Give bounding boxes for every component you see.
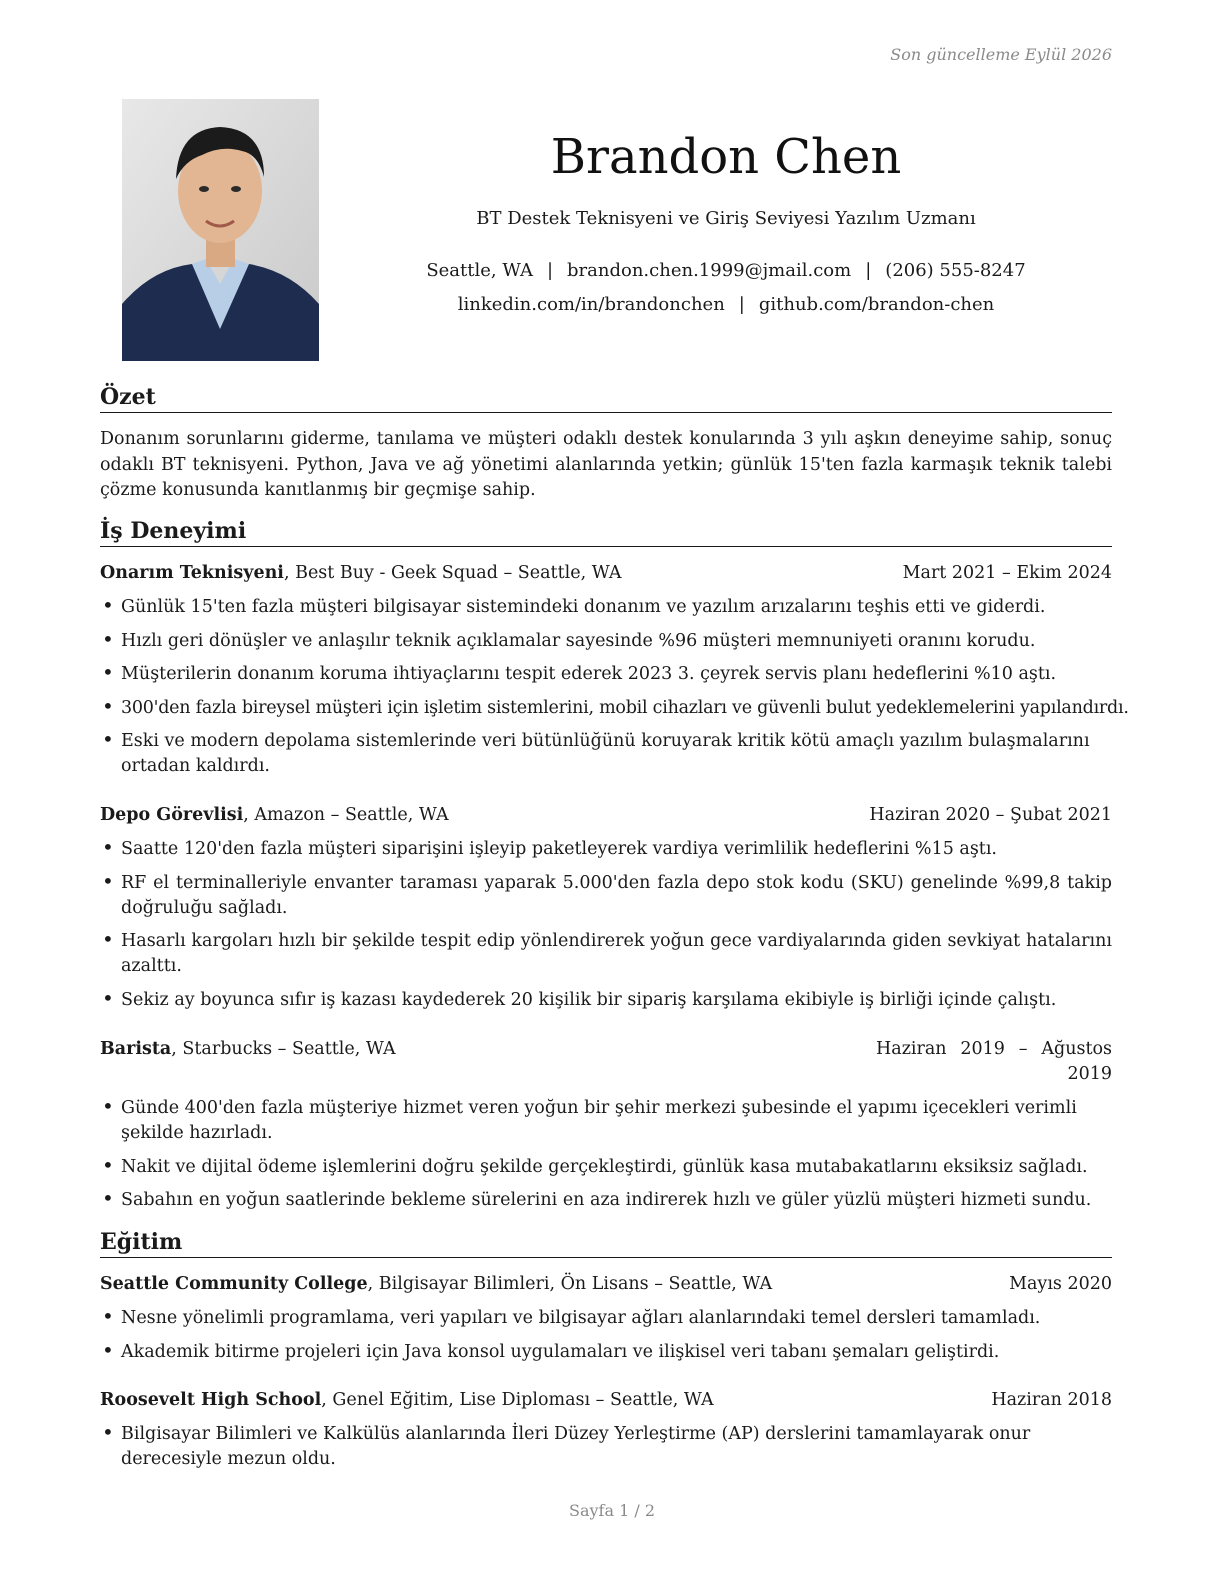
- separator: |: [865, 260, 872, 281]
- list-item: • Hasarlı kargoları hızlı bir şekilde tespit edip yönlendirerek yoğun gece vardiyalarında giden sevkiyat hatalarını azalttı.: [100, 929, 1112, 979]
- job-role: Onarım Teknisyeni: [100, 563, 284, 583]
- list-item: • 300'den fazla bireysel müşteri için işletim sistemlerini, mobil cihazları ve güvenli bulut yedeklemelerini yapılandırdı.: [100, 696, 1112, 721]
- job-bullets: [100, 1096, 1112, 1222]
- list-item: • Nakit ve dijital ödeme işlemlerini doğru şekilde gerçekleştirdi, günlük kasa mutabakatlarını eksiksiz sağladı.: [100, 1155, 1112, 1180]
- school-detail: , Bilgisayar Bilimleri, Ön Lisans – Seattle, WA: [367, 1274, 773, 1294]
- profile-photo: [122, 99, 319, 361]
- phone-number[interactable]: (206) 555-8247: [885, 260, 1026, 281]
- job-bullets: [100, 837, 1112, 1021]
- section-title-education: Eğitim: [100, 1228, 1112, 1258]
- job-role: Barista: [100, 1039, 172, 1059]
- list-item: • RF el terminalleriyle envanter taraması yaparak 5.000'den fazla depo stok kodu (SKU) genelinde %99,8 takip doğruluğu sağladı.: [100, 871, 1112, 921]
- contact-line-1: [340, 258, 1112, 284]
- contact-line-2: [340, 292, 1112, 318]
- job-org: , Amazon – Seattle, WA: [243, 805, 449, 825]
- school-name: Roosevelt High School: [100, 1390, 322, 1410]
- candidate-name: Brandon Chen: [550, 129, 902, 185]
- list-item: • Müşterilerin donanım koruma ihtiyaçlarını tespit ederek 2023 3. çeyrek servis planı hedeflerini %10 aştı.: [100, 662, 1112, 687]
- portrait-image: [122, 99, 319, 361]
- job-date: Haziran 2019 – Ağustos 2019: [876, 1039, 1112, 1084]
- education-header: [100, 1272, 1112, 1297]
- school-date: Haziran 2018: [991, 1390, 1112, 1410]
- job-date: Haziran 2020 – Şubat 2021: [869, 805, 1112, 825]
- list-item: • Sabahın en yoğun saatlerinde bekleme sürelerini en aza indirerek hızlı ve güler yüzlü müşteri hizmeti sundu.: [100, 1188, 1112, 1213]
- job-title: BT Destek Teknisyeni ve Giriş Seviyesi Yazılım Uzmanı: [476, 208, 976, 229]
- list-item: • Günlük 15'ten fazla müşteri bilgisayar sistemindeki donanım ve yazılım arızalarını teşhis etti ve giderdi.: [100, 595, 1112, 620]
- list-item: • Saatte 120'den fazla müşteri siparişini işleyip paketleyerek vardiya verimlilik hedeflerini %15 aştı.: [100, 837, 1112, 862]
- job-header: [100, 1037, 1112, 1084]
- last-updated: Son güncelleme Eylül 2026: [890, 45, 1112, 64]
- school-name: Seattle Community College: [100, 1274, 368, 1294]
- list-item: • Sekiz ay boyunca sıfır iş kazası kaydederek 20 kişilik bir sipariş karşılama ekibiyle iş birliği içinde çalıştı.: [100, 988, 1112, 1013]
- location: Seattle, WA: [426, 260, 533, 281]
- education-header: [100, 1388, 1112, 1413]
- list-item: • Bilgisayar Bilimleri ve Kalkülüs alanlarında İleri Düzey Yerleştirme (AP) derslerini tamamlayarak onur derecesiyle mezun oldu.: [100, 1422, 1112, 1472]
- education-bullets: [100, 1306, 1112, 1373]
- job-role: Depo Görevlisi: [100, 805, 244, 825]
- job-date: Mart 2021 – Ekim 2024: [902, 563, 1112, 583]
- page-number: Sayfa 1 / 2: [568, 1501, 655, 1520]
- job-header: [100, 803, 1112, 828]
- list-item: • Nesne yönelimli programlama, veri yapıları ve bilgisayar ağları alanlarındaki temel dersleri tamamladı.: [100, 1306, 1112, 1331]
- separator: |: [546, 260, 554, 281]
- education-bullets: [100, 1422, 1112, 1481]
- section-title-summary: Özet: [100, 383, 1112, 413]
- job-org: , Best Buy - Geek Squad – Seattle, WA: [283, 563, 622, 583]
- separator: |: [738, 294, 745, 315]
- email-link[interactable]: brandon.chen.1999@jmail.com: [567, 260, 852, 281]
- job-org: , Starbucks – Seattle, WA: [171, 1039, 396, 1059]
- section-title-experience: İş Deneyimi: [100, 517, 1112, 547]
- job-bullets: [100, 595, 1129, 788]
- list-item: • Günde 400'den fazla müşteriye hizmet veren yoğun bir şehir merkezi şubesinde el yapımı içecekleri verimli şekilde hazırladı.: [100, 1096, 1112, 1146]
- summary-text: Donanım sorunlarını giderme, tanılama ve müşteri odaklı destek konularında 3 yılı aşkın deneyime sahip, sonuç odaklı BT teknisyeni. Python, Java ve ağ yönetimi alanlarında yetkin; günlük 15'ten fazla karmaşık teknik talebi çözme konusunda kanıtlanmış bir geçmişe sahip.: [100, 429, 1112, 500]
- list-item: • Eski ve modern depolama sistemlerinde veri bütünlüğünü koruyarak kritik kötü amaçlı yazılım bulaşmalarını ortadan kaldırdı.: [100, 729, 1112, 779]
- job-header: [100, 561, 1112, 586]
- github-link[interactable]: github.com/brandon-chen: [758, 294, 995, 315]
- school-detail: , Genel Eğitim, Lise Diploması – Seattle, WA: [321, 1390, 714, 1410]
- linkedin-link[interactable]: linkedin.com/in/brandonchen: [457, 294, 725, 315]
- school-date: Mayıs 2020: [1009, 1274, 1112, 1294]
- list-item: • Hızlı geri dönüşler ve anlaşılır teknik açıklamalar sayesinde %96 müşteri memnuniyeti oranını korudu.: [100, 629, 1112, 654]
- list-item: • Akademik bitirme projeleri için Java konsol uygulamaları ve ilişkisel veri tabanı şemaları geliştirdi.: [100, 1340, 1112, 1365]
